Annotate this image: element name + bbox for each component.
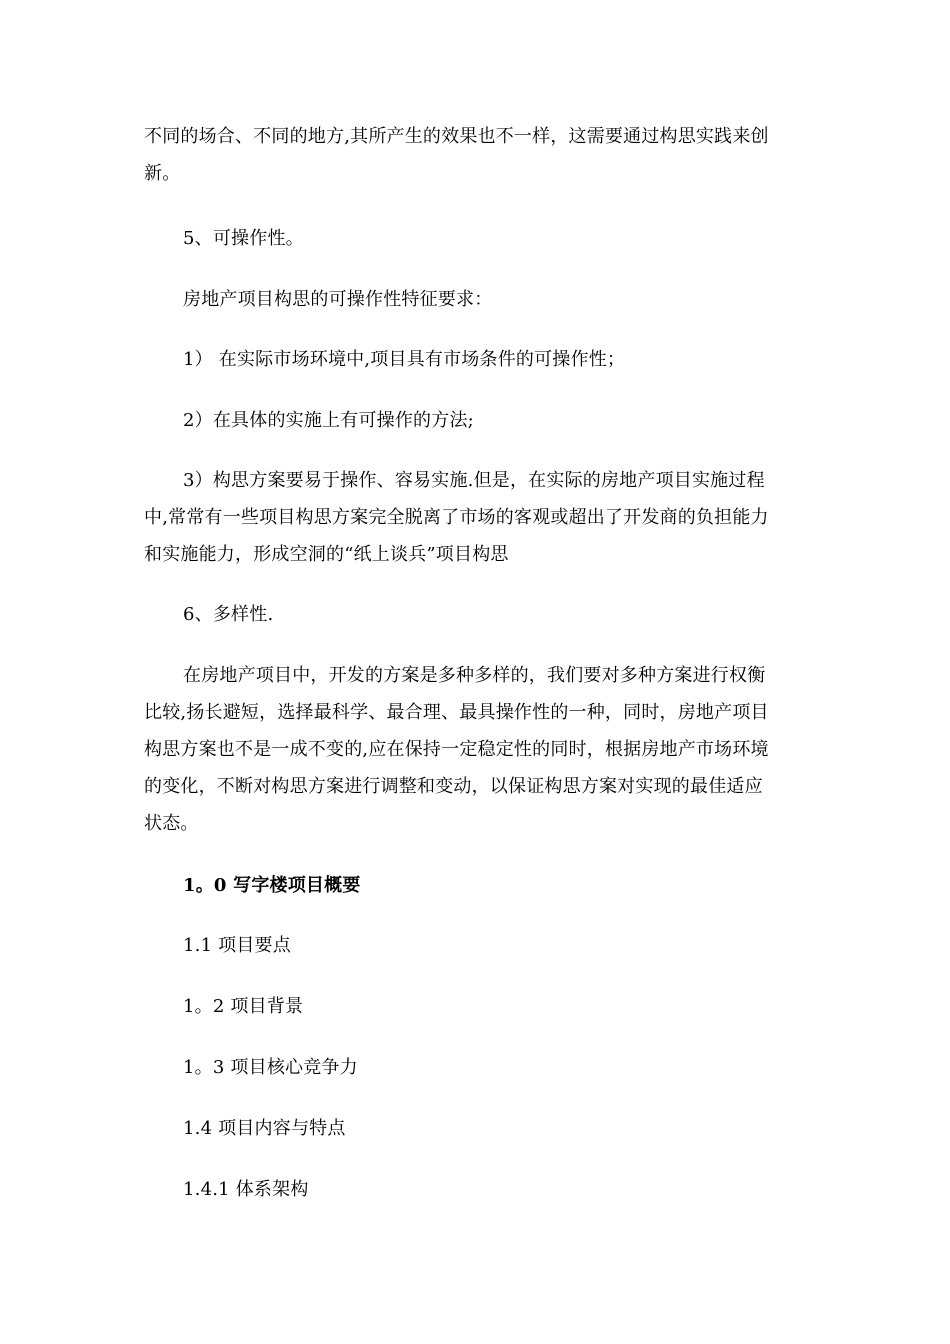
list-item: 2）在具体的实施上有可操作的方法; <box>183 410 474 431</box>
section-heading: 6、多样性. <box>183 604 274 625</box>
list-item: 3）构思方案要易于操作、容易实施.但是，在实际的房地产项目实施过程 <box>183 470 765 491</box>
list-item: 1） 在实际市场环境中,项目具有市场条件的可操作性； <box>183 349 626 370</box>
paragraph-line: 新。 <box>144 163 181 184</box>
section-heading: 5、可操作性。 <box>183 228 304 249</box>
toc-item: 1。3 项目核心竞争力 <box>183 1057 358 1078</box>
paragraph-line: 在房地产项目中，开发的方案是多种多样的，我们要对多种方案进行权衡 <box>183 665 766 686</box>
paragraph-line: 中,常常有一些项目构思方案完全脱离了市场的客观或超出了开发商的负担能力 <box>144 507 769 528</box>
paragraph-line: 不同的场合、不同的地方,其所产生的效果也不一样，这需要通过构思实践来创 <box>144 126 769 147</box>
paragraph-line: 房地产项目构思的可操作性特征要求： <box>183 289 493 310</box>
toc-item: 1.4 项目内容与特点 <box>183 1118 346 1139</box>
paragraph-line: 比较,扬长避短，选择最科学、最合理、最具操作性的一种，同时，房地产项目 <box>144 702 769 723</box>
paragraph-line: 和实施能力，形成空洞的“纸上谈兵”项目构思 <box>144 544 509 565</box>
paragraph-line: 的变化，不断对构思方案进行调整和变动，以保证构思方案对实现的最佳适应 <box>144 776 763 797</box>
toc-item: 1。2 项目背景 <box>183 996 304 1017</box>
toc-item: 1.1 项目要点 <box>183 935 291 956</box>
paragraph-line: 构思方案也不是一成不变的,应在保持一定稳定性的同时，根据房地产市场环境 <box>144 739 769 760</box>
paragraph-line: 状态。 <box>144 813 199 834</box>
chapter-heading: 1。0 写字楼项目概要 <box>183 875 361 896</box>
toc-item: 1.4.1 体系架构 <box>183 1179 309 1200</box>
